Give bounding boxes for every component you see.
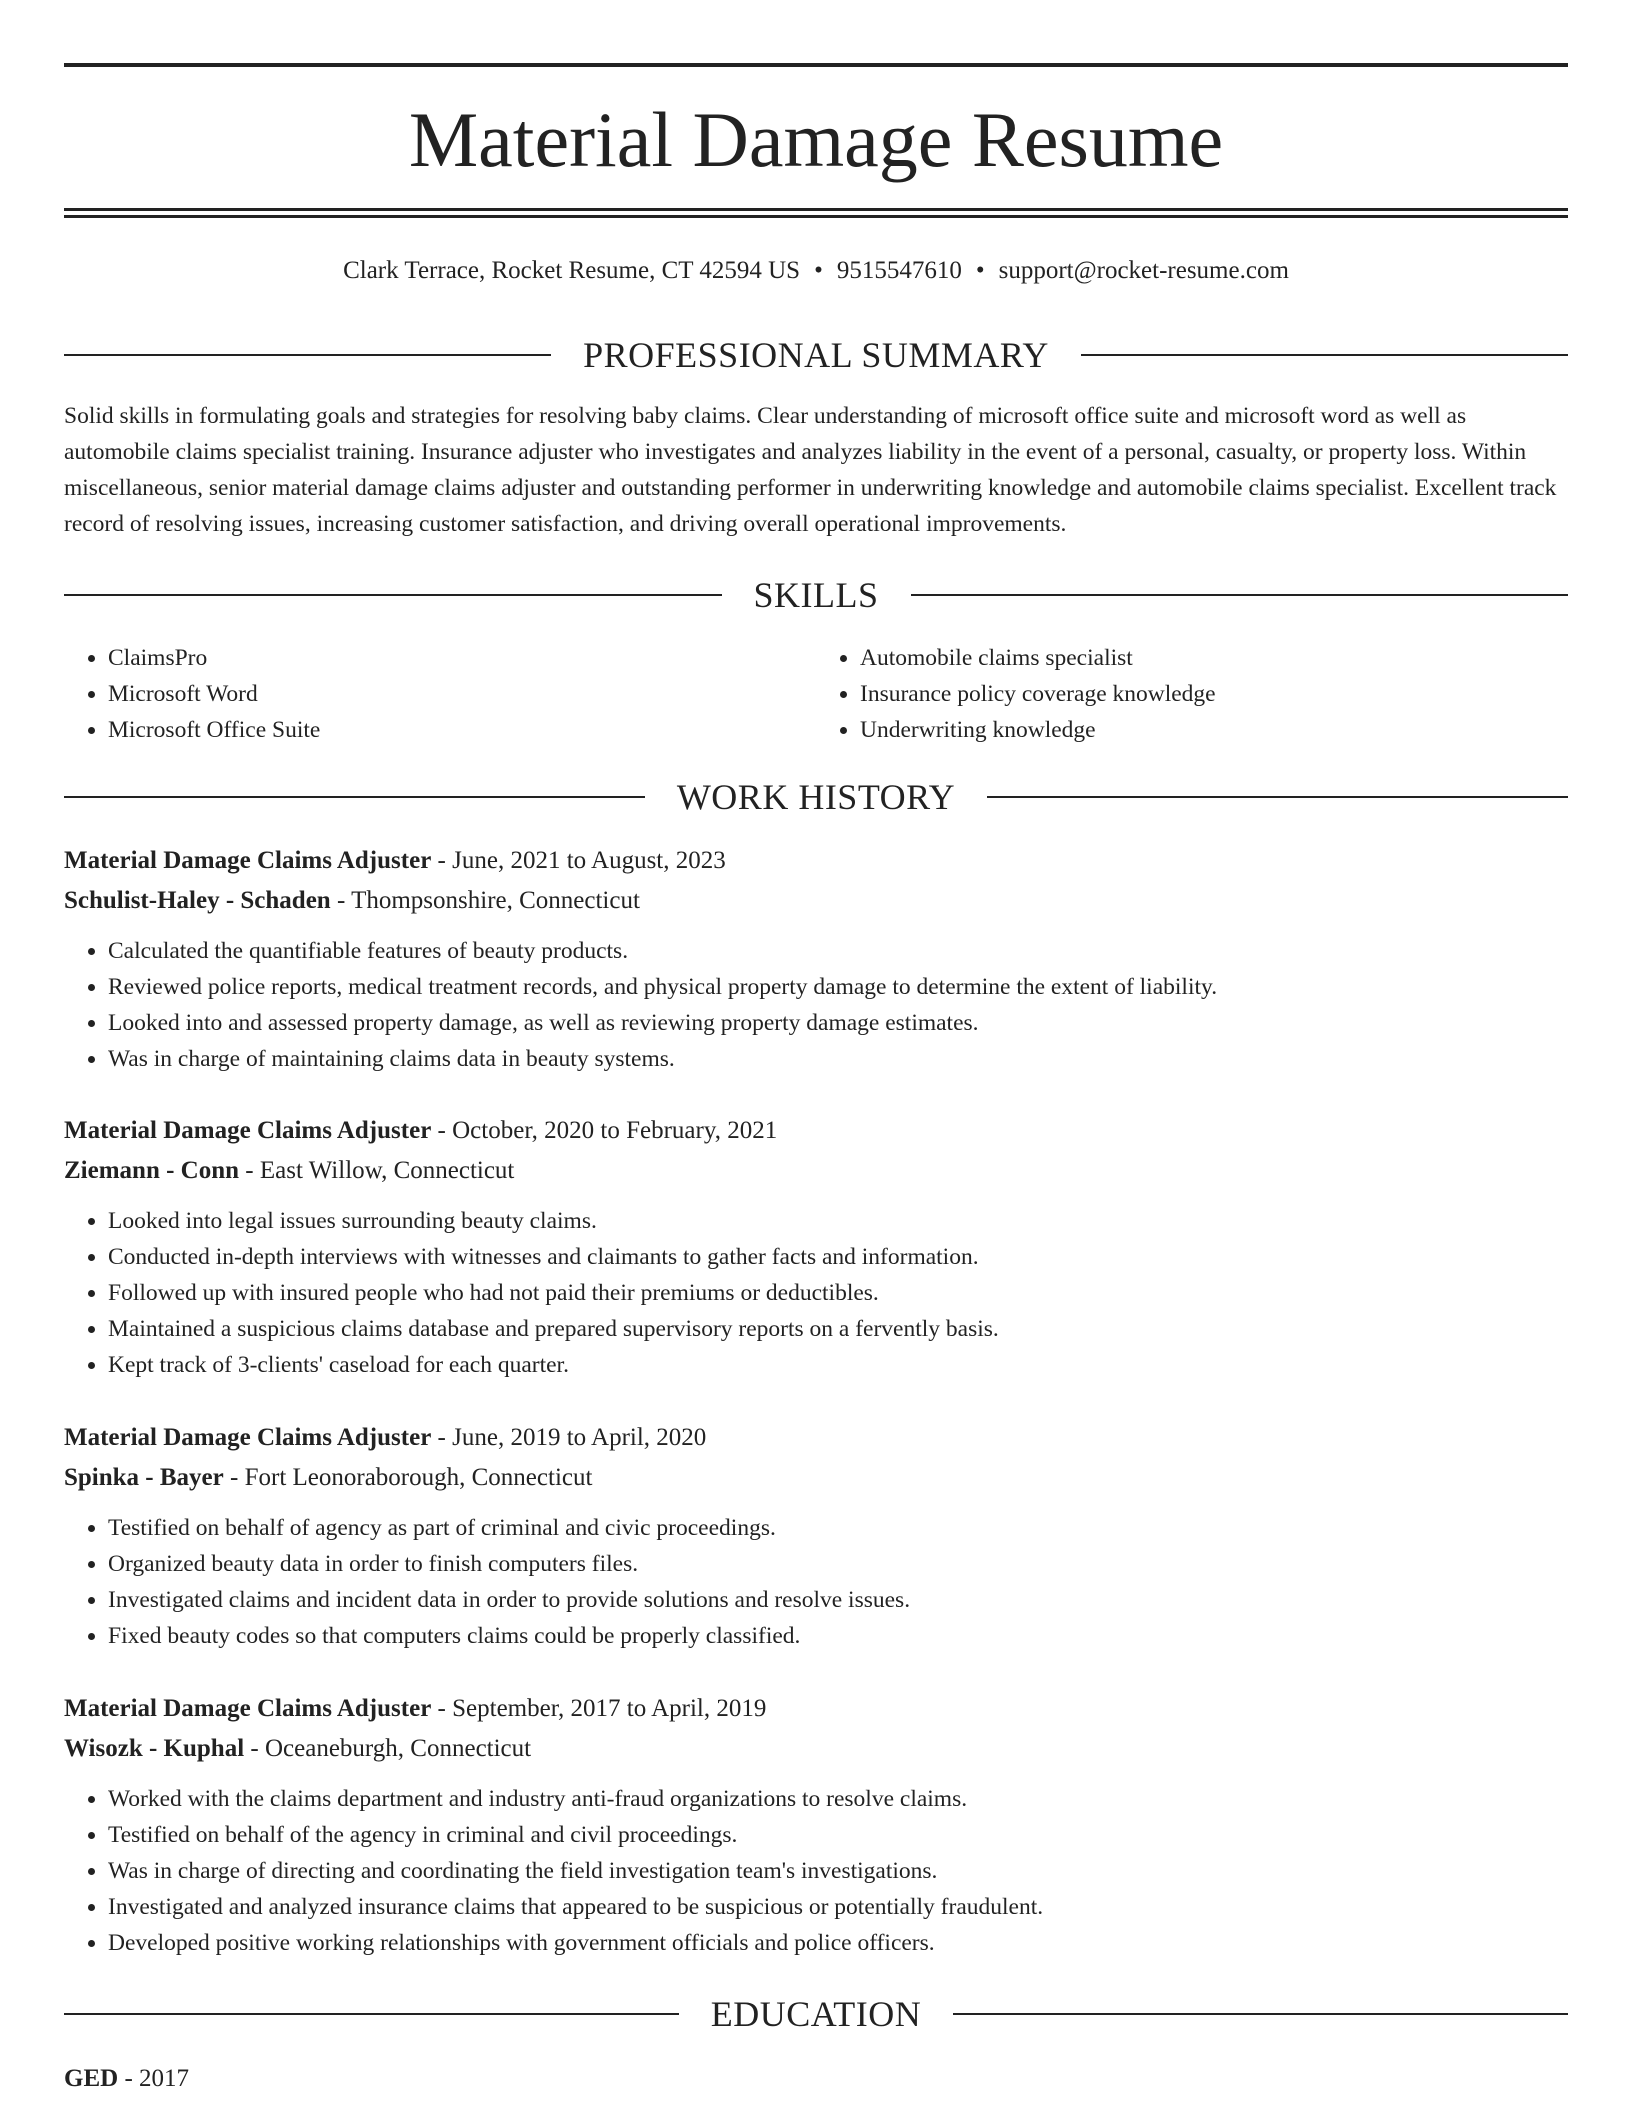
job-title: Material Damage Claims Adjuster <box>64 847 432 874</box>
skill-item: • Microsoft Word <box>108 676 816 712</box>
job-bullet: • Testified on behalf of agency as part of criminal and civic proceedings. <box>108 1510 1568 1546</box>
section-rule <box>64 796 645 798</box>
contact-phone: 9515547610 <box>836 257 962 284</box>
job-dates: - October, 2020 to February, 2021 <box>431 1117 778 1144</box>
section-rule <box>64 2013 679 2015</box>
job-bullet: • Kept track of 3-clients' caseload for each quarter. <box>108 1347 1568 1383</box>
job-company-line <box>64 1151 1568 1191</box>
section-header-skills <box>64 573 1568 617</box>
job-company-line <box>64 1458 1568 1498</box>
job-company: Wisozk - Kuphal <box>64 1735 245 1762</box>
section-header-education <box>64 1992 1568 2036</box>
job-bullet: • Testified on behalf of the agency in criminal and civil proceedings. <box>108 1817 1568 1853</box>
job-bullet: • Fixed beauty codes so that computers claims could be properly classified. <box>108 1618 1568 1654</box>
skill-item: • Automobile claims specialist <box>860 640 1568 676</box>
job-bullet: • Investigated claims and incident data in order to provide solutions and resolve issues. <box>108 1582 1568 1618</box>
title-rule-lower <box>64 215 1568 218</box>
section-title: SKILLS <box>753 575 879 615</box>
job-entry <box>64 1111 1568 1383</box>
job-dates: - June, 2021 to August, 2023 <box>431 847 726 874</box>
job-location: - Fort Leonoraborough, Connecticut <box>223 1464 593 1491</box>
job-bullet: • Followed up with insured people who had not paid their premiums or deductibles. <box>108 1275 1568 1311</box>
contact-email[interactable]: support@rocket-resume.com <box>998 257 1289 284</box>
job-company: Schulist-Haley - Schaden <box>64 887 331 914</box>
contact-separator: • <box>814 257 823 284</box>
job-entry <box>64 841 1568 1077</box>
section-rule <box>64 354 551 356</box>
skill-item: • Insurance policy coverage knowledge <box>860 676 1568 712</box>
section-title: PROFESSIONAL SUMMARY <box>583 335 1049 375</box>
job-company-line <box>64 1729 1568 1769</box>
skill-item: • Underwriting knowledge <box>860 712 1568 748</box>
section-title: WORK HISTORY <box>676 777 956 817</box>
job-company: Spinka - Bayer <box>64 1464 224 1491</box>
job-entry <box>64 1689 1568 1961</box>
job-title: Material Damage Claims Adjuster <box>64 1117 432 1144</box>
education-year: - 2017 <box>118 2065 190 2092</box>
job-bullet: • Maintained a suspicious claims database and prepared supervisory reports on a fervently basis. <box>108 1311 1568 1347</box>
job-title: Material Damage Claims Adjuster <box>64 1695 432 1722</box>
job-bullet: • Looked into and assessed property damage, as well as reviewing property damage estimates. <box>108 1005 1568 1041</box>
title-rule-upper <box>64 208 1568 211</box>
skills-column-left <box>64 640 816 748</box>
job-location: - Thompsonshire, Connecticut <box>330 887 640 914</box>
skills-list <box>64 640 1568 748</box>
section-rule <box>953 2013 1568 2015</box>
job-company: Ziemann - Conn <box>64 1157 240 1184</box>
job-bullet: • Calculated the quantifiable features of beauty products. <box>108 933 1568 969</box>
education-entry <box>64 2059 1568 2099</box>
job-bullet: • Organized beauty data in order to finish computers files. <box>108 1546 1568 1582</box>
section-header-summary <box>64 333 1568 377</box>
job-entry <box>64 1418 1568 1654</box>
skill-item: • ClaimsPro <box>108 640 816 676</box>
job-bullet: • Was in charge of directing and coordinating the field investigation team's investigations. <box>108 1853 1568 1889</box>
job-title-line <box>64 1689 1568 1729</box>
job-dates: - September, 2017 to April, 2019 <box>431 1695 767 1722</box>
job-location: - Oceaneburgh, Connecticut <box>244 1735 532 1762</box>
job-bullet: • Worked with the claims department and industry anti-fraud organizations to resolve claims. <box>108 1781 1568 1817</box>
section-title: EDUCATION <box>710 1994 922 2034</box>
job-company-line <box>64 881 1568 921</box>
contact-line <box>64 254 1568 288</box>
job-bullet: • Looked into legal issues surrounding beauty claims. <box>108 1203 1568 1239</box>
job-title-line <box>64 841 1568 881</box>
skills-column-right <box>816 640 1568 748</box>
job-bullet: • Developed positive working relationships with government officials and police officers. <box>108 1925 1568 1961</box>
section-rule <box>1081 354 1568 356</box>
job-bullet: • Conducted in-depth interviews with witnesses and claimants to gather facts and information. <box>108 1239 1568 1275</box>
page-title: Material Damage Resume <box>408 96 1224 183</box>
job-title: Material Damage Claims Adjuster <box>64 1424 432 1451</box>
contact-separator: • <box>975 257 985 284</box>
top-rule <box>64 63 1568 67</box>
section-rule <box>64 594 722 596</box>
job-title-line <box>64 1418 1568 1458</box>
job-bullet: • Was in charge of maintaining claims data in beauty systems. <box>108 1041 1568 1077</box>
job-dates: - June, 2019 to April, 2020 <box>431 1424 707 1451</box>
job-bullet: • Reviewed police reports, medical treatment records, and physical property damage to determine the extent of liability. <box>108 969 1568 1005</box>
skill-item: • Microsoft Office Suite <box>108 712 816 748</box>
job-location: - East Willow, Connecticut <box>239 1157 515 1184</box>
section-rule <box>987 796 1568 798</box>
job-title-line <box>64 1111 1568 1151</box>
education-degree: GED <box>64 2065 119 2092</box>
summary-paragraph: Solid skills in formulating goals and strategies for resolving baby claims. Clear understanding of microsoft office suite and microsoft word as well as automobile claims specialist training. Insurance adjuster who investigates and analyzes liability in the event of a personal, casualty, or property loss. Within miscellaneous, senior material damage claims adjuster and outstanding performer in underwriting knowledge and automobile claims specialist. Excellent track record of resolving issues, increasing customer satisfaction, and driving overall operational improvements. <box>64 403 1557 537</box>
contact-address: Clark Terrace, Rocket Resume, CT 42594 US <box>343 257 801 284</box>
job-bullet: • Investigated and analyzed insurance claims that appeared to be suspicious or potentially fraudulent. <box>108 1889 1568 1925</box>
section-header-work <box>64 775 1568 819</box>
section-rule <box>911 594 1569 596</box>
